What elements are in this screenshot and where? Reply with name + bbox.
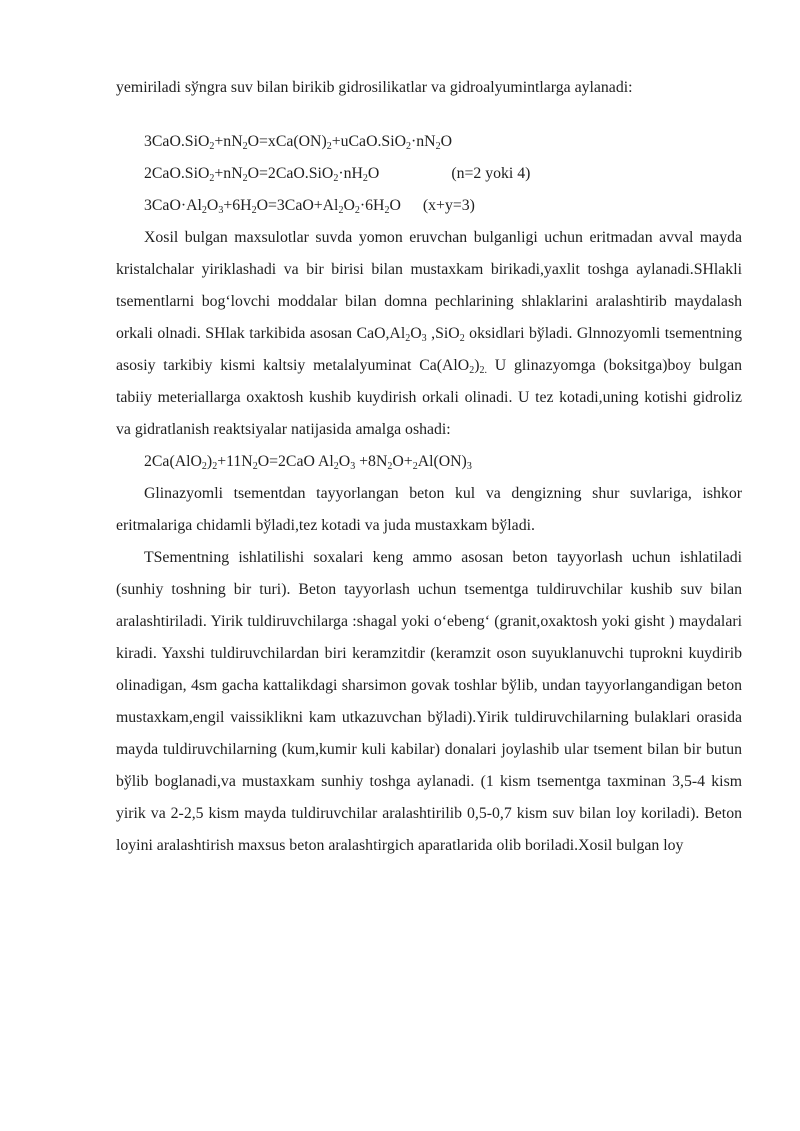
formula-note: (n=2 yoki 4) (451, 165, 531, 182)
formula-tricalcium-aluminate: $3CaO\cdot Al_2O_3+6H_2O=3CaO+Al_2O_2\cdot 6H_2O$ (x+y=3) (144, 197, 475, 216)
document-body (116, 72, 742, 862)
formula-note: (x+y=3) (422, 197, 475, 214)
paragraph-alumina-cement: Glinazyomli tsementdan tayyorlangan beton kul va dengizning shur suvlariga, ishkor eritmalariga chidamli bўladi,tez kotadi va juda mustaxkam bўladi. (116, 485, 742, 534)
paragraph-concrete: TSementning ishlatilishi soxalari keng ammo asosan beton tayyorlash uchun ishlatiladi (sunhiy toshning bir turi). Beton tayyorlash uchun tsementga tuldiruvchilar kushib suv bilan aralashtiriladi. Yirik tuldiruvchilarga :shagal yoki o‘ebeng‘ (granit,oxaktosh yoki gisht ) maydalari kiradi. Yaxshi tuldiruvchilardan biri keramzitdir (keramzit oson suyuklanuvchi tuprokni kuydirib olinadigan, 4sm gacha kattalikdagi sharsimon govak toshlar bўlib, undan tayyorlangandigan beton mustaxkam,engil vaissiklikni kam utkazuvchan bўladi).Yirik tuldiruvchilarning bulaklari orasida mayda tuldiruvchilarning (kum,kumir kuli kabilar) donalari joylashib ular tsement bilan bir butun bўlib boglanadi,va mustaxkam sunhiy toshga aylanadi. (1 kism tsementga taxminan 3,5-4 kism yirik va 2-2,5 kism mayda tuldiruvchilar aralashtirilib 0,5-0,7 kism suv bilan loy koriladi). Beton loyini aralashtirish maxsus beton aralashtirgich aparatlarida olib boriladi.Xosil bulgan loy (116, 549, 742, 854)
paragraph-intro: yemiriladi sўngra suv bilan birikib gidrosilikatlar va gidroalyumintlarga aylanadi: (116, 79, 633, 96)
paragraph-slag-cement: Xosil bulgan maxsulotlar suvda yomon eruvchan bulganligi uchun eritmadan avval mayda kristalchalar yiriklashadi va bir birisi bilan mustaxkam birikadi,yaxlit toshga aylanadi.SHlakli tsementlarni bog‘lovchi moddalar bilan domna pechlarining shlaklarini aralashtirib maydalash orkali olnadi. SHlak tarkibida asosan $CaO,Al_2O_3$ ,SiO$_2$ oksidlari bўladi. Glnnozyomli tsementning asosiy tarkibiy kismi kaltsiy metalalyuminat $Ca(AlO_2)_{2.}$ U glinazyomga (boksitga)boy bulgan tabiiy meteriallarga oxaktosh kushib kuydirish orkali olinadi. U tez kotadi,uning kotishi gidroliz va gidratlanish reaktsiyalar natijasida amalga oshadi: (116, 229, 742, 438)
formula-calcium-aluminate-hydration: $2Ca(AlO_2)_2+11N_2O=2CaO$ $Al_2O_3 +8N_2O+_2Al(ON)_3$ (144, 453, 472, 472)
formula-tricalcium-silicate: $3CaO.SiO_2+nN_2O=xCa(ON)_2+uCaO.SiO_2\cdot nN_2O$ (144, 133, 453, 152)
formula-dicalcium-silicate: $2CaO.SiO_2+nN_2O=2CaO.SiO_2\cdot nH_2O$ (n=2 yoki 4) (144, 165, 531, 184)
spacer (116, 104, 742, 126)
